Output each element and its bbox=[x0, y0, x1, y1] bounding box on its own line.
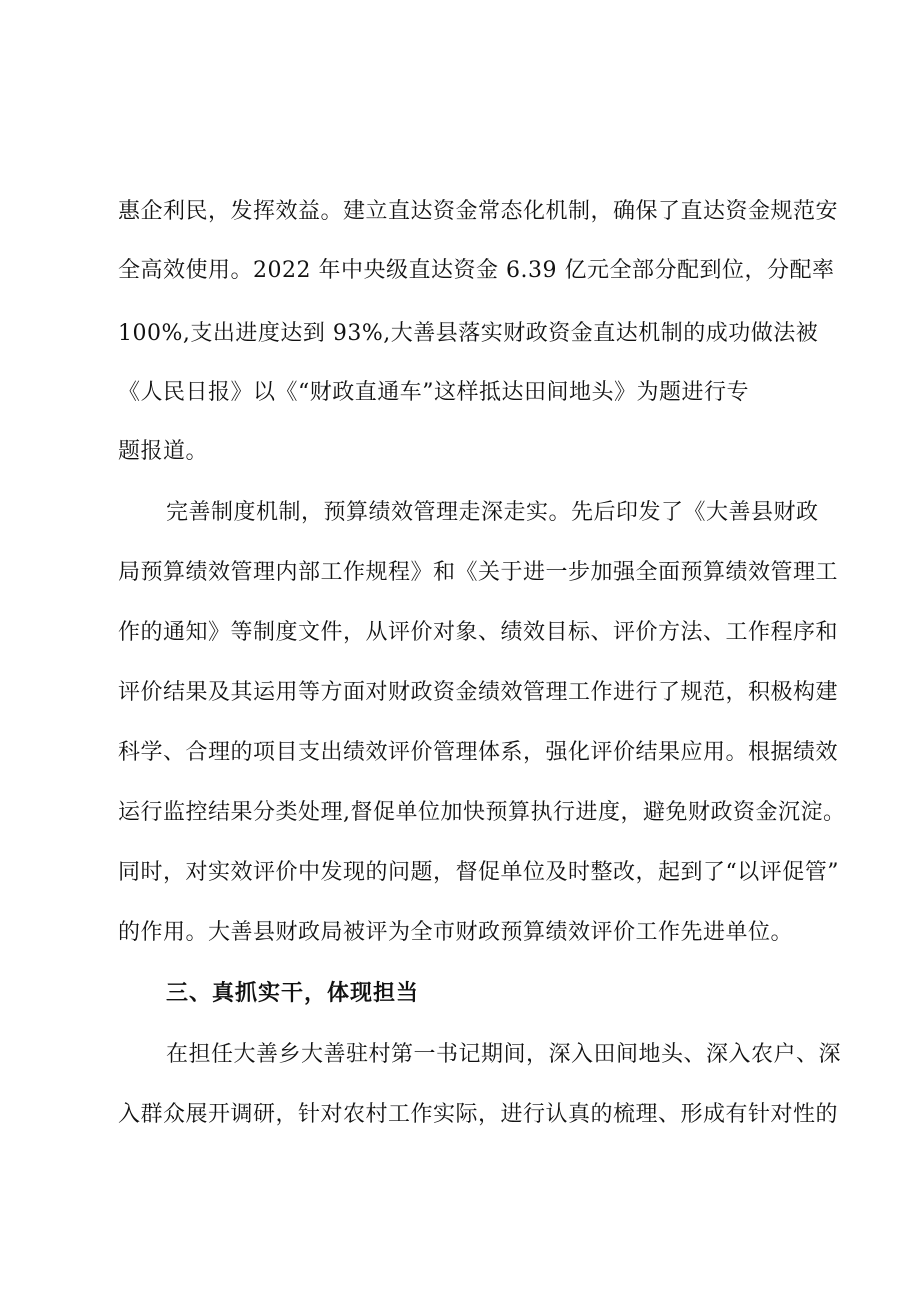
section-heading: 三、真抓实干，体现担当 bbox=[166, 981, 420, 1006]
text-line: 题报道。 bbox=[118, 439, 209, 464]
text-line: 入群众展开调研，针对农村工作实际，进行认真的梳理、形成有针对性的 bbox=[118, 1102, 839, 1127]
text-line: 100%,支出进度达到 93%,大善县落实财政资金直达机制的成功做法被 bbox=[118, 321, 819, 346]
text-line: 运行监控结果分类处理,督促单位加快预算执行进度，避免财政资金沉淀。 bbox=[118, 800, 846, 825]
text-line: 科学、合理的项目支出绩效评价管理体系，强化评价结果应用。根据绩效 bbox=[118, 740, 839, 765]
text-line: 《人民日报》以《“财政直通车”这样抵达田间地头》为题进行专 bbox=[118, 380, 749, 405]
text-line: 惠企利民，发挥效益。建立直达资金常态化机制，确保了直达资金规范安 bbox=[118, 199, 839, 224]
text-line: 评价结果及其运用等方面对财政资金绩效管理工作进行了规范，积极构建 bbox=[118, 680, 839, 705]
text-line: 的作用。大善县财政局被评为全市财政预算绩效评价工作先进单位。 bbox=[118, 920, 794, 945]
text-line: 完善制度机制，预算绩效管理走深走实。先后印发了《大善县财政 bbox=[166, 500, 819, 525]
text-line: 局预算绩效管理内部工作规程》和《关于进一步加强全面预算绩效管理工 bbox=[118, 560, 839, 585]
text-line: 全高效使用。2022 年中央级直达资金 6.39 亿元全部分配到位，分配率 bbox=[118, 258, 835, 283]
text-line: 在担任大善乡大善驻村第一书记期间，深入田间地头、深入农户、深 bbox=[166, 1042, 842, 1067]
text-line: 同时，对实效评价中发现的问题，督促单位及时整改，起到了“以评促管” bbox=[118, 860, 839, 885]
text-line: 作的通知》等制度文件，从评价对象、绩效目标、评价方法、工作程序和 bbox=[118, 620, 839, 645]
